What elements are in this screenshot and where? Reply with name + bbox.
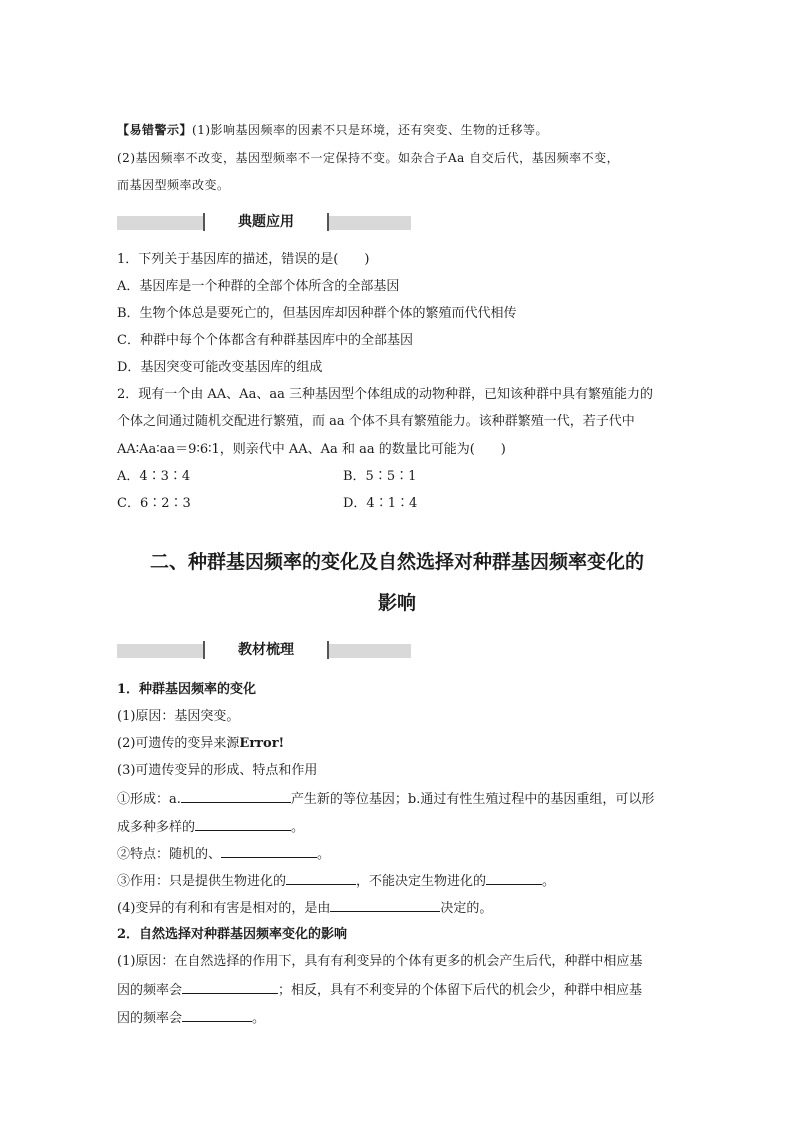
warning-tag: 【易错警示】 [117,123,193,137]
question-1-option-c: C．种群中每个个体都含有种群基因库中的全部基因 [117,333,413,348]
part-1-line-3: (3)可遗传变异的形成、特点和作用 [117,763,318,778]
fill-blank[interactable] [486,871,542,885]
question-2-option-a: A．4∶3∶4 [117,469,191,484]
text: 因的频率会 [117,983,183,998]
question-2-line-2: 个体之间通过随机交配进行繁殖，而 aa 个体不具有繁殖能力。该种群繁殖一代，若子代中 [117,414,635,429]
part-1-line-7 [117,871,555,891]
question-1-option-b: B．生物个体总是要死亡的，但基因库却因种群个体的繁殖而代代相传 [117,306,517,321]
question-2-line-1: 2．现有一个由 AA、Aa、aa 三种基因型个体组成的动物种群，已知该种群中具有繁殖能力的 [117,387,653,402]
part-2-line-3 [117,1008,265,1028]
fill-blank[interactable] [182,980,278,994]
warning-line-1 [117,121,548,139]
warning-line-3: 而基因型频率改变。 [117,178,230,192]
part-1-line-8 [117,898,492,918]
text: 因的频率会 [117,1011,183,1026]
part-2-line-2 [117,980,642,1000]
text: 。 [252,1011,266,1026]
text: ；相反，具有不利变异的个体留下后代的机会少，种群中相应基 [278,983,643,998]
question-1-option-d: D．基因突变可能改变基因库的组成 [117,360,323,375]
warning-text-1: (1)影响基因频率的因素不只是环境，还有突变、生物的迁移等。 [192,123,549,137]
part-1-line-6 [117,844,330,864]
part-1-title: 1．种群基因频率的变化 [117,682,257,697]
question-2-line-3: AA∶Aa∶aa＝9∶6∶1，则亲代中 AA、Aa 和 aa 的数量比可能为( ) [117,442,506,457]
section-heading-line-1: 二、种群基因频率的变化及自然选择对种群基因频率变化的 [149,551,644,573]
fill-blank[interactable] [195,817,291,831]
text: 成多种多样的 [117,820,196,835]
part-2-title: 2．自然选择对种群基因频率变化的影响 [117,927,348,942]
fill-blank[interactable] [286,871,356,885]
section-banner-textbook-review [117,644,411,658]
text: 。 [317,847,331,862]
question-1-stem: 1．下列关于基因库的描述，错误的是( ) [117,252,370,267]
part-1-line-2 [117,735,284,753]
text: 。 [542,874,556,889]
part-1-line-4 [117,789,654,809]
banner-label: 教材梳理 [203,641,329,659]
question-2-option-c: C．6∶2∶3 [117,496,191,511]
question-2-option-d: D．4∶1∶4 [343,496,418,511]
text: (4)变异的有利和有害是相对的，是由 [117,901,331,916]
text: (2)可遗传的变异来源 [117,736,240,751]
part-1-line-5 [117,817,304,837]
error-text: Error! [239,736,285,751]
section-banner-typical-questions [117,216,411,230]
text: ②特点：随机的、 [117,847,222,862]
warning-line-2: (2)基因频率不改变，基因型频率不一定保持不变。如杂合子Aa 自交后代，基因频率不变， [117,151,620,165]
fill-blank[interactable] [181,789,291,803]
fill-blank[interactable] [330,898,440,912]
fill-blank[interactable] [182,1008,252,1022]
text: ①形成：a. [117,792,181,807]
part-1-line-1: (1)原因：基因突变。 [117,709,240,724]
text: 产生新的等位基因；b.通过有性生殖过程中的基因重组，可以形 [290,792,655,807]
text: 。 [291,820,305,835]
part-2-line-1: (1)原因：在自然选择的作用下，具有有利变异的个体有更多的机会产生后代，种群中相应基 [117,954,643,969]
question-1-option-a: A．基因库是一个种群的全部个体所含的全部基因 [117,279,400,294]
question-2-option-b: B．5∶5∶1 [343,469,417,484]
section-heading-line-2: 影响 [377,592,416,614]
banner-label: 典题应用 [203,213,329,231]
text: ，不能决定生物进化的 [356,874,487,889]
fill-blank[interactable] [221,844,317,858]
text: ③作用：只是提供生物进化的 [117,874,287,889]
text: 决定的。 [440,901,493,916]
